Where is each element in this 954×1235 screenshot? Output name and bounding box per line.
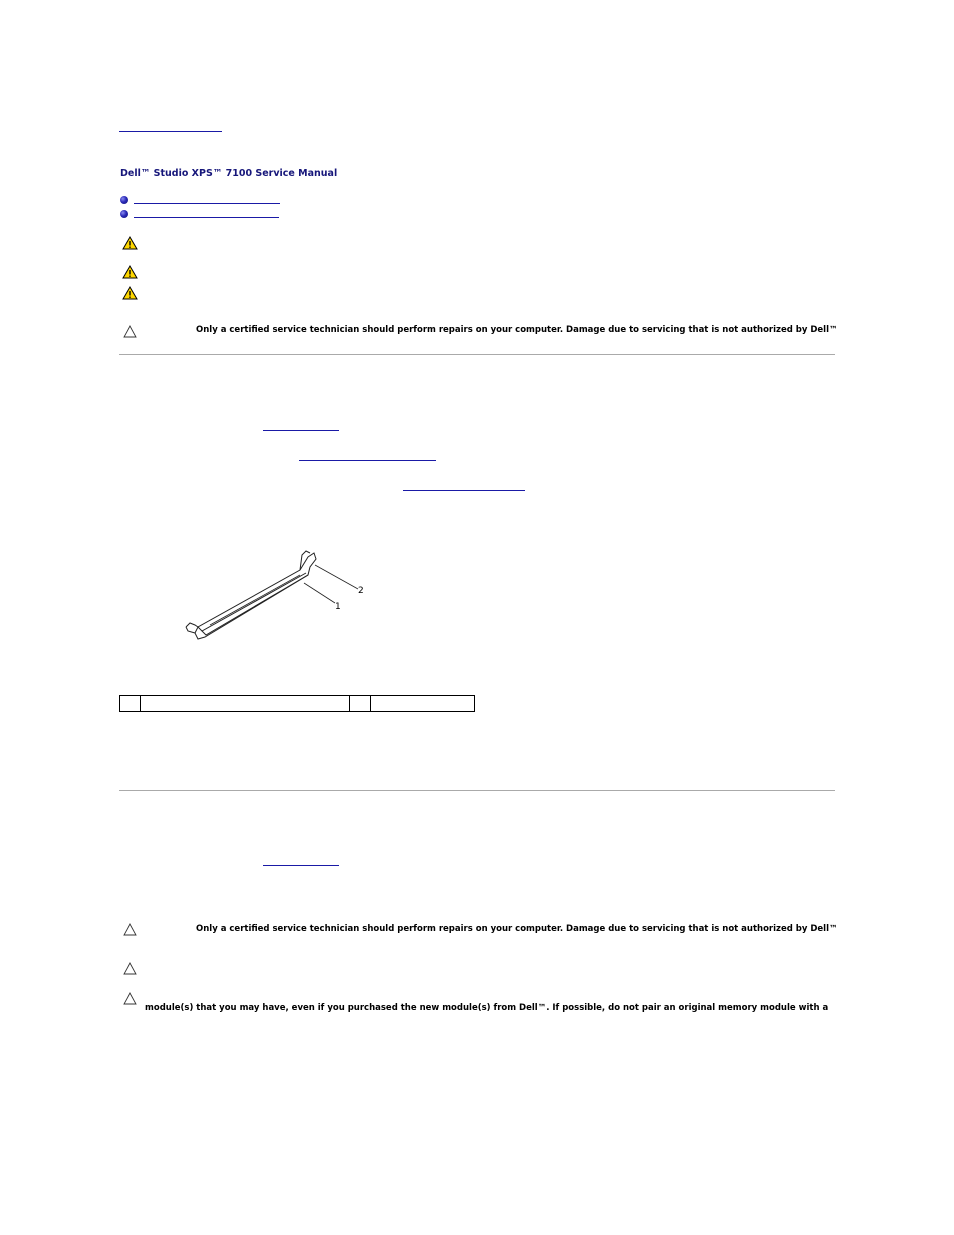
blue-bullet-icon [120, 210, 128, 218]
warning-icon [122, 286, 138, 300]
caution-icon [123, 992, 137, 1005]
callout-2: 2 [358, 586, 364, 596]
caution-icon [123, 325, 137, 338]
table-row [120, 696, 475, 712]
legend-label-cell [371, 696, 475, 712]
manual-title: Dell™ Studio XPS™ 7100 Service Manual [120, 168, 338, 179]
callout-1: 1 [335, 602, 341, 612]
warning-icon [122, 236, 138, 250]
procedure-link[interactable] [403, 490, 525, 491]
legend-label-cell [141, 696, 350, 712]
section-link-replacing[interactable] [134, 217, 279, 218]
section-divider [119, 354, 835, 355]
procedure-link[interactable] [263, 865, 339, 866]
section-divider [119, 790, 835, 791]
warning-icon [122, 265, 138, 279]
caution-text: Only a certified service technician should perform repairs on your computer. Damage due to servicing that is not authorized by Dell™ [196, 325, 838, 335]
caution-text: module(s) that you may have, even if you purchased the new module(s) from Dell™. If possible, do not pair an original memory module with a [145, 1003, 829, 1013]
legend-number-cell [350, 696, 371, 712]
memory-connector-illustration [180, 545, 375, 645]
procedure-link[interactable] [263, 430, 339, 431]
caution-text: Only a certified service technician should perform repairs on your computer. Damage due to servicing that is not authorized by Dell™ [196, 924, 838, 934]
contents-page-link[interactable] [119, 131, 222, 132]
callout-legend-table [119, 695, 475, 712]
blue-bullet-icon [120, 196, 128, 204]
procedure-link[interactable] [299, 460, 436, 461]
legend-number-cell [120, 696, 141, 712]
caution-icon [123, 962, 137, 975]
section-link-removing[interactable] [134, 203, 280, 204]
caution-icon [123, 923, 137, 936]
